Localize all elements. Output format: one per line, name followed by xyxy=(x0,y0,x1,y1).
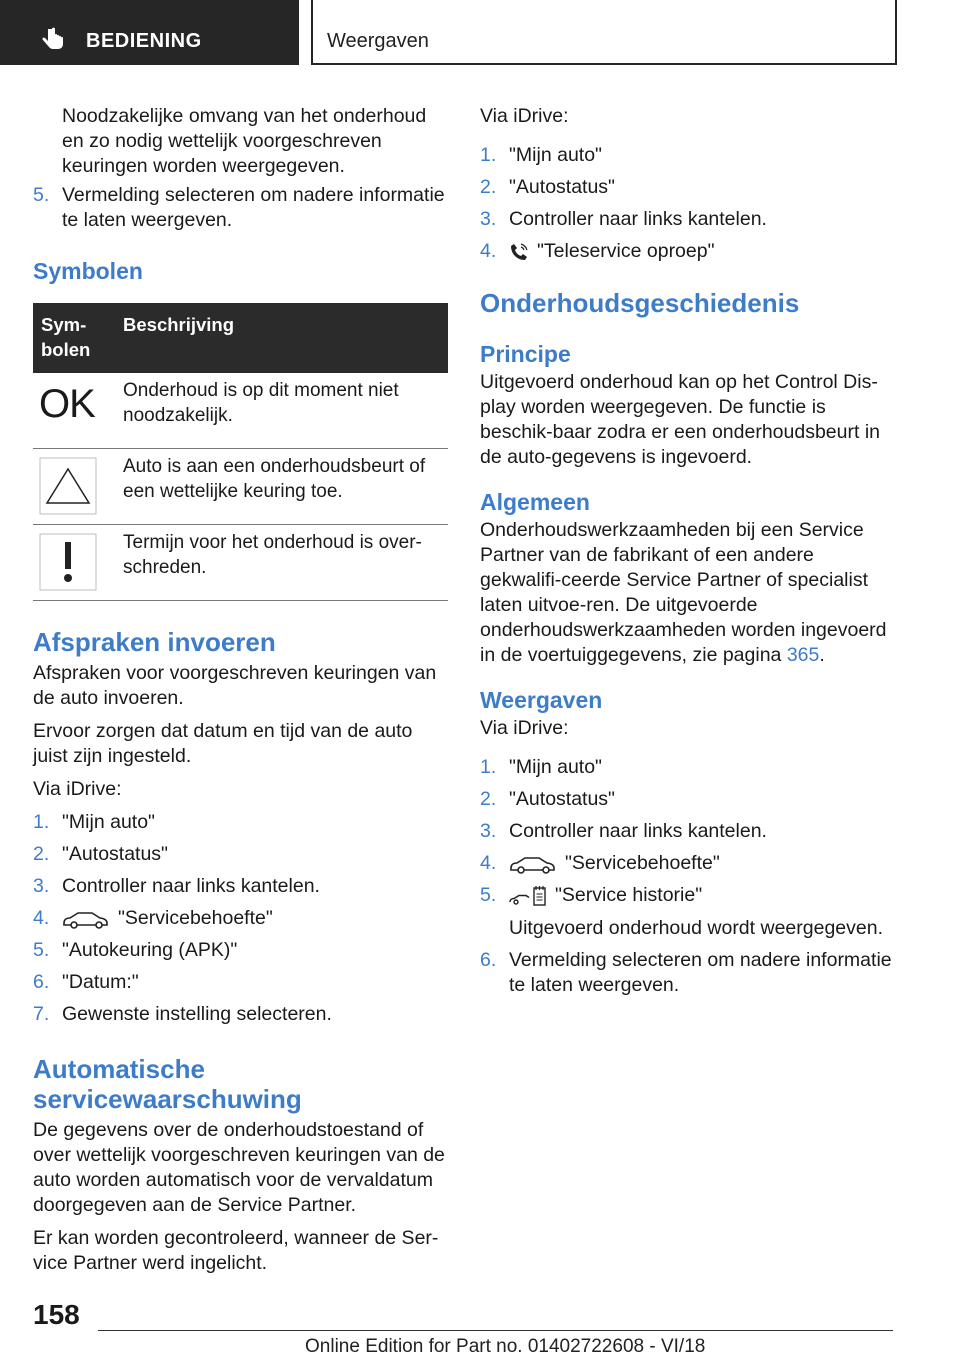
car-icon xyxy=(62,909,110,929)
symbol-cell xyxy=(33,449,115,525)
list-item xyxy=(480,207,895,232)
page-reference-link[interactable]: 365 xyxy=(786,644,820,666)
table-row xyxy=(33,373,448,449)
step-text: Vermelding selecteren om nadere informatie te laten weergeven. xyxy=(509,949,892,996)
step-number: 5. xyxy=(33,939,50,961)
list-item xyxy=(33,874,448,899)
via-idrive: Via iDrive: xyxy=(480,105,569,127)
step-text: Controller naar links kantelen. xyxy=(509,208,767,230)
list-item xyxy=(480,787,895,812)
warning-triangle-icon xyxy=(39,457,97,515)
symbols-table xyxy=(33,303,448,601)
list-item xyxy=(33,810,448,835)
page-number: 158 xyxy=(33,1299,80,1330)
teleservice-steps xyxy=(480,143,895,264)
symbol-cell xyxy=(33,373,115,449)
weergaven-steps xyxy=(480,755,895,998)
auto-paragraph-1: De gegevens over de onderhoudstoestand of over wettelijk voorgeschreven keuringen van de auto worden automatisch voor de vervaldatum doorgegeven aan de Service Partner. xyxy=(33,1119,445,1216)
step-text: "Mijn auto" xyxy=(509,144,602,166)
step-text: "Service historie" xyxy=(555,884,703,906)
list-item xyxy=(480,175,895,200)
table-header-description: Beschrijving xyxy=(115,303,448,373)
list-item xyxy=(480,239,895,264)
list-item xyxy=(480,883,895,941)
step-number: 1. xyxy=(480,144,497,166)
list-item xyxy=(33,970,448,995)
step-number: 2. xyxy=(480,788,497,810)
step-number: 2. xyxy=(33,843,50,865)
afspraken-paragraph-1: Afspraken voor voorgeschreven keuringen van de auto invoeren. xyxy=(33,662,437,709)
step-text: "Autokeuring (APK)" xyxy=(62,939,238,961)
step-text: Controller naar links kantelen. xyxy=(509,820,767,842)
principe-paragraph: Uitgevoerd onderhoud kan op het Control Dis-play worden weergegeven. De functie is beschik-baar zodra er een onderhoudsbeurt in de auto-gegevens is ingevoerd. xyxy=(480,371,881,468)
step-number: 5. xyxy=(480,884,497,906)
heading-line: Automatische xyxy=(33,1054,205,1084)
step-number: 1. xyxy=(33,811,50,833)
chapter-tab xyxy=(311,0,897,65)
afspraken-steps xyxy=(33,810,448,1027)
step-number: 1. xyxy=(480,756,497,778)
afspraken-heading: Afspraken invoeren xyxy=(33,627,276,657)
exclamation-icon xyxy=(39,533,97,591)
list-item xyxy=(480,819,895,844)
list-item xyxy=(480,851,895,876)
step-text: "Datum:" xyxy=(62,971,139,993)
ok-symbol-icon: OK xyxy=(39,382,95,426)
step-text: "Autostatus" xyxy=(62,843,168,865)
step-number: 6. xyxy=(33,971,50,993)
step-number: 3. xyxy=(33,875,50,897)
auto-warning-heading xyxy=(33,1054,448,1114)
heading-line: servicewaarschuwing xyxy=(33,1084,302,1114)
afspraken-paragraph-2: Ervoor zorgen dat datum en tijd van de auto juist zijn ingesteld. xyxy=(33,720,413,767)
table-row xyxy=(33,525,448,601)
list-item xyxy=(480,948,895,998)
footer-divider xyxy=(98,1330,893,1331)
symbols-heading: Symbolen xyxy=(33,258,143,284)
principe-heading: Principe xyxy=(480,341,571,367)
teleservice-icon xyxy=(509,242,529,262)
step-text: Controller naar links kantelen. xyxy=(62,875,320,897)
symbol-cell xyxy=(33,525,115,601)
step-text: Vermelding selecteren om nadere informatie te laten weergeven. xyxy=(62,184,445,231)
section-title: BEDIENING xyxy=(86,30,202,52)
step-number: 2. xyxy=(480,176,497,198)
afspraken-via: Via iDrive: xyxy=(33,778,122,800)
step-text: "Autostatus" xyxy=(509,176,615,198)
step-subtext: Uitgevoerd onderhoud wordt weergegeven. xyxy=(509,917,883,939)
step-number: 5. xyxy=(33,184,50,206)
continued-paragraph: Noodzakelijke omvang van het onderhoud en zo nodig wettelijk voorgeschreven keuringen worden weergegeven. xyxy=(62,105,427,177)
history-heading: Onderhoudsgeschiedenis xyxy=(480,288,800,318)
step-text: "Teleservice oproep" xyxy=(537,240,715,262)
table-header-row xyxy=(33,303,448,373)
service-history-icon xyxy=(509,885,547,907)
section-tab xyxy=(0,0,299,65)
step-text: Gewenste instelling selecteren. xyxy=(62,1003,332,1025)
step-number: 6. xyxy=(480,949,497,971)
step-text: "Servicebehoefte" xyxy=(565,852,720,874)
list-item xyxy=(33,938,448,963)
algemeen-paragraph xyxy=(480,518,895,668)
description-cell: Auto is aan een onderhoudsbeurt of een wettelijke keuring toe. xyxy=(115,449,448,525)
left-column xyxy=(33,104,448,1276)
step-number: 3. xyxy=(480,820,497,842)
step-number: 4. xyxy=(33,907,50,929)
description-cell: Termijn voor het onderhoud is over-schreden. xyxy=(115,525,448,601)
weergaven-heading: Weergaven xyxy=(480,687,603,713)
step-number: 3. xyxy=(480,208,497,230)
table-header-symbols: Sym- bolen xyxy=(33,303,115,373)
list-item xyxy=(480,143,895,168)
list-item xyxy=(33,842,448,867)
list-item xyxy=(33,906,448,931)
right-column xyxy=(480,104,895,998)
edition-info: Online Edition for Part no. 01402722608 - VI/18 xyxy=(305,1336,706,1357)
list-item xyxy=(33,183,448,233)
paragraph-text: Onderhoudswerkzaamheden bij een Service Partner van de fabrikant of een andere gekwalifi-ceerde Service Partner of specialist laten uitvoe-ren. De uitgevoerde onderhoudswerkzaamheden worden ingevoerd in de voertuiggegevens, zie pagina xyxy=(480,519,887,666)
step-number: 4. xyxy=(480,852,497,874)
table-row xyxy=(33,449,448,525)
car-icon xyxy=(509,854,557,874)
algemeen-heading: Algemeen xyxy=(480,489,590,515)
description-cell: Onderhoud is op dit moment niet noodzakelijk. xyxy=(115,373,448,449)
step-text: "Mijn auto" xyxy=(509,756,602,778)
step-text: "Mijn auto" xyxy=(62,811,155,833)
step-number: 4. xyxy=(480,240,497,262)
weergaven-via: Via iDrive: xyxy=(480,717,569,739)
auto-paragraph-2: Er kan worden gecontroleerd, wanneer de Ser-vice Partner werd ingelicht. xyxy=(33,1227,439,1274)
list-item xyxy=(33,1002,448,1027)
step-text: "Servicebehoefte" xyxy=(118,907,273,929)
continued-steps xyxy=(33,183,448,233)
step-text: "Autostatus" xyxy=(509,788,615,810)
step-number: 7. xyxy=(33,1003,50,1025)
paragraph-end: . xyxy=(819,644,825,666)
chapter-title: Weergaven xyxy=(327,30,429,52)
hand-pointer-icon xyxy=(40,27,66,53)
list-item xyxy=(480,755,895,780)
